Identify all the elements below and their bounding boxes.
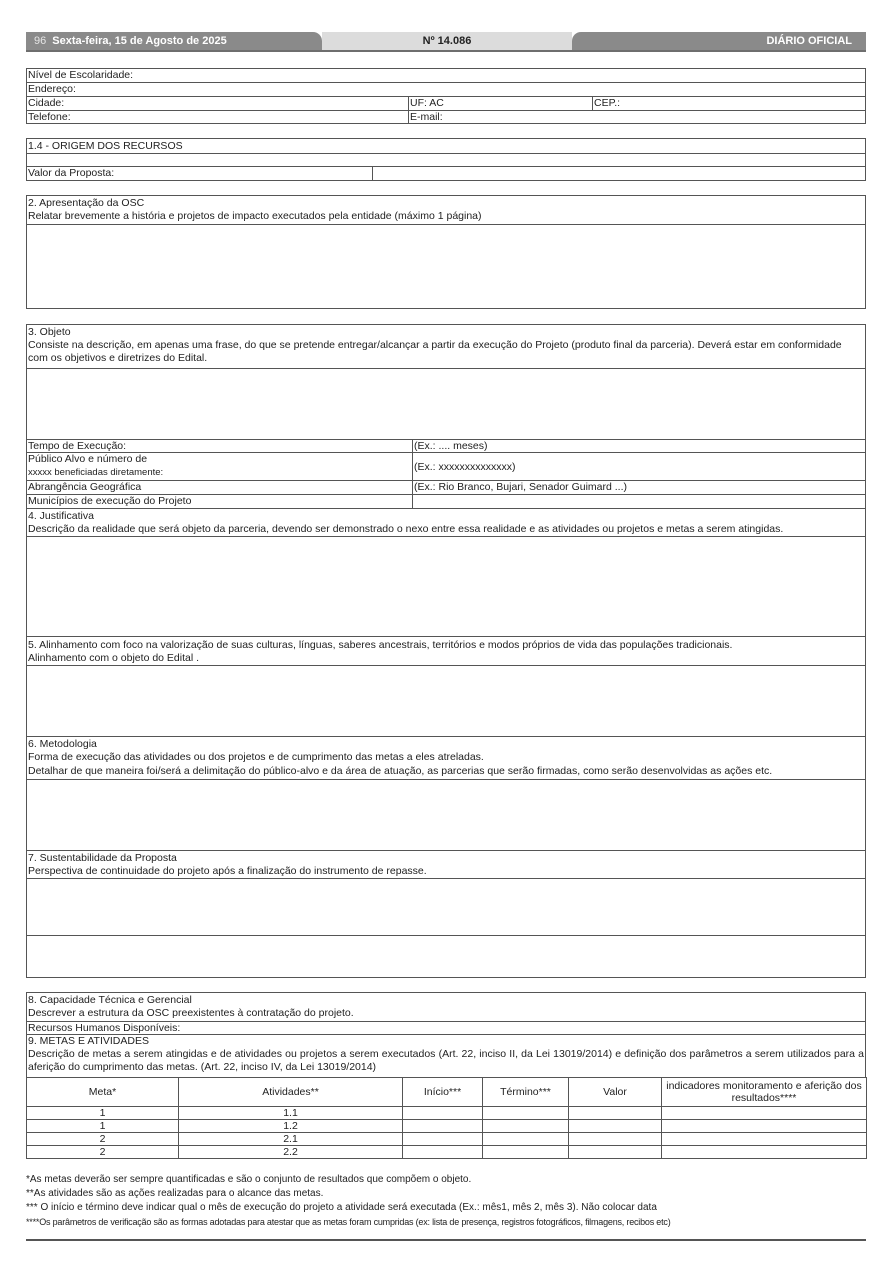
metodologia-header <box>27 736 865 779</box>
capacidade-section <box>26 992 866 1078</box>
col-meta: Meta* <box>27 1078 179 1107</box>
apresentacao-section <box>26 195 866 309</box>
telefone-field[interactable]: Telefone: <box>28 111 71 123</box>
valor-cell[interactable] <box>569 1133 662 1146</box>
escolaridade-field[interactable]: Nível de Escolaridade: <box>28 69 134 81</box>
capacidade-title: 8. Capacidade Técnica e Gerencial <box>28 994 192 1006</box>
table-row <box>27 1133 867 1146</box>
col-atividades: Atividades** <box>179 1078 403 1107</box>
table-row <box>27 1120 867 1133</box>
inicio-cell[interactable] <box>403 1133 483 1146</box>
rh-field[interactable]: Recursos Humanos Disponíveis: <box>28 1022 181 1034</box>
municipios-label: Municípios de execução do Projeto <box>28 495 192 507</box>
valor-label: Valor da Proposta: <box>28 167 115 179</box>
termino-cell[interactable] <box>483 1133 569 1146</box>
meta-cell[interactable]: 2 <box>27 1146 179 1159</box>
termino-cell[interactable] <box>483 1107 569 1120</box>
header-publication: DIÁRIO OFICIAL <box>572 32 866 50</box>
abrangencia-value[interactable]: (Ex.: Rio Branco, Bujari, Senador Guimard ...) <box>414 481 627 493</box>
capacidade-instruction: Descrever a estrutura da OSC preexistentes à contratação do projeto. <box>28 1007 354 1019</box>
valor-row <box>27 166 865 181</box>
justificativa-answer-area[interactable] <box>27 536 865 637</box>
rh-row <box>27 1021 865 1035</box>
header-date-block <box>26 32 322 50</box>
alinhamento-header <box>27 636 865 666</box>
sustentabilidade-header <box>27 850 865 879</box>
header-issue: Nº 14.086 <box>322 32 572 50</box>
footnote-metas: *As metas deverão ser sempre quantificadas e são o conjunto de resultados que compõem o objeto. <box>26 1174 472 1185</box>
sustentabilidade-answer-area-2[interactable] <box>27 935 865 977</box>
publico-alvo-value[interactable]: (Ex.: xxxxxxxxxxxxxx) <box>414 461 516 473</box>
origem-recursos-table <box>26 138 866 181</box>
indicadores-cell[interactable] <box>662 1120 867 1133</box>
justificativa-header <box>27 508 865 537</box>
identification-table <box>26 68 866 124</box>
valor-input[interactable] <box>373 167 865 181</box>
alinhamento-title: 5. Alinhamento com foco na valorização de suas culturas, línguas, saberes ancestrais, territórios e modos próprios de vida das populações tradicionais. <box>28 639 733 651</box>
tempo-execucao-label: Tempo de Execução: <box>28 440 127 452</box>
header-date: Sexta-feira, 15 de Agosto de 2025 <box>52 35 227 47</box>
objeto-section <box>26 324 866 978</box>
inicio-cell[interactable] <box>403 1120 483 1133</box>
alinhamento-answer-area[interactable] <box>27 665 865 737</box>
origem-title: 1.4 - ORIGEM DOS RECURSOS <box>28 140 183 152</box>
sustentabilidade-title: 7. Sustentabilidade da Proposta <box>28 852 177 864</box>
publico-alvo-label-line2: xxxxx beneficiadas diretamente: <box>28 467 164 478</box>
header-divider <box>26 50 866 52</box>
objeto-answer-area[interactable] <box>27 368 865 440</box>
col-valor: Valor <box>569 1078 662 1107</box>
col-inicio: Início*** <box>403 1078 483 1107</box>
origem-blank-row[interactable] <box>27 153 865 167</box>
table-row <box>27 1107 867 1120</box>
sustentabilidade-instruction: Perspectiva de continuidade do projeto após a finalização do instrumento de repasse. <box>28 865 427 877</box>
sustentabilidade-answer-area[interactable] <box>27 878 865 936</box>
origem-title-row <box>27 139 865 154</box>
email-field[interactable]: E-mail: <box>410 111 443 123</box>
municipios-value[interactable] <box>413 495 865 508</box>
municipios-row <box>27 494 865 508</box>
footnote-inicio-termino: *** O início e término deve indicar qual o mês de execução do projeto a atividade será executada (Ex.: mês1, mês 2, mês 3). Não colocar data <box>26 1202 657 1213</box>
metodologia-line1: Forma de execução das atividades ou dos projetos e de cumprimento das metas a eles atreladas. <box>28 751 484 763</box>
escolaridade-row <box>27 69 865 83</box>
metodologia-answer-area[interactable] <box>27 779 865 851</box>
justificativa-instruction: Descrição da realidade que será objeto da parceria, devendo ser demonstrado o nexo entre essa realidade e as atividades ou projetos e metas a serem atingidas. <box>28 523 784 535</box>
metas-table-header <box>27 1078 867 1107</box>
apresentacao-answer-area[interactable] <box>27 224 865 308</box>
telefone-row <box>27 110 865 124</box>
justificativa-title: 4. Justificativa <box>28 510 94 522</box>
termino-cell[interactable] <box>483 1120 569 1133</box>
tempo-execucao-row <box>27 439 865 453</box>
metas-instruction: Descrição de metas a serem atingidas e de atividades ou projetos a serem executados (Art. 22, inciso II, da Lei 13019/2014) e definição dos parâmetros a serem utilizados para a aferição do cumprimento das metas. (Art. 22, inciso IV, da Lei 13019/2014) <box>28 1048 864 1073</box>
col-indicadores: indicadores monitoramento e aferição dos resultados**** <box>662 1078 867 1107</box>
cep-field[interactable]: CEP.: <box>594 97 621 109</box>
col-termino: Término*** <box>483 1078 569 1107</box>
metas-title: 9. METAS E ATIVIDADES <box>28 1035 149 1047</box>
valor-cell[interactable] <box>569 1120 662 1133</box>
valor-cell[interactable] <box>569 1146 662 1159</box>
indicadores-cell[interactable] <box>662 1133 867 1146</box>
page-number: 96 <box>34 35 47 47</box>
indicadores-cell[interactable] <box>662 1146 867 1159</box>
objeto-instruction: Consiste na descrição, em apenas uma frase, do que se pretende entregar/alcançar a partir da execução do Projeto (produto final da parceria). Deverá estar em conformidade com os objetivos e diretrizes do Edital. <box>28 339 842 364</box>
atividade-cell[interactable]: 2.2 <box>179 1146 403 1159</box>
termino-cell[interactable] <box>483 1146 569 1159</box>
publico-alvo-row <box>27 452 865 481</box>
endereco-field[interactable]: Endereço: <box>28 83 76 95</box>
meta-cell[interactable]: 1 <box>27 1107 179 1120</box>
metas-header <box>27 1034 865 1077</box>
table-row <box>27 1146 867 1159</box>
objeto-title: 3. Objeto <box>28 326 71 338</box>
metodologia-title: 6. Metodologia <box>28 738 97 750</box>
atividade-cell[interactable]: 1.2 <box>179 1120 403 1133</box>
abrangencia-label: Abrangência Geográfica <box>28 481 142 493</box>
cidade-field[interactable]: Cidade: <box>28 97 65 109</box>
publico-alvo-label-line1: Público Alvo e número de <box>28 453 148 465</box>
metas-table <box>26 1077 867 1159</box>
page-header <box>26 32 866 50</box>
abrangencia-row <box>27 480 865 494</box>
publico-alvo-label <box>27 453 411 481</box>
atividade-cell[interactable]: 1.1 <box>179 1107 403 1120</box>
indicadores-cell[interactable] <box>662 1107 867 1120</box>
footnote-atividades: **As atividades são as ações realizadas para o alcance das metas. <box>26 1188 324 1199</box>
inicio-cell[interactable] <box>403 1107 483 1120</box>
footnotes <box>26 1173 866 1229</box>
footnote-parametros: ****Os parâmetros de verificação são as formas adotadas para atestar que as metas foram cumpridas (ex: lista de presença, registros fotográficos, filmagens, recibos etc) <box>26 1217 671 1227</box>
footer-divider <box>26 1239 866 1241</box>
uf-field[interactable]: UF: AC <box>410 97 444 109</box>
tempo-execucao-value[interactable]: (Ex.: .... meses) <box>414 440 488 452</box>
alinhamento-instruction: Alinhamento com o objeto do Edital . <box>28 652 200 664</box>
inicio-cell[interactable] <box>403 1146 483 1159</box>
meta-cell[interactable]: 1 <box>27 1120 179 1133</box>
meta-cell[interactable]: 2 <box>27 1133 179 1146</box>
apresentacao-title: 2. Apresentação da OSC <box>28 197 145 209</box>
atividade-cell[interactable]: 2.1 <box>179 1133 403 1146</box>
apresentacao-instruction: Relatar brevemente a história e projetos de impacto executados pela entidade (máximo 1 página) <box>28 210 482 222</box>
endereco-row <box>27 82 865 96</box>
valor-cell[interactable] <box>569 1107 662 1120</box>
metodologia-line2: Detalhar de que maneira foi/será a delimitação do público-alvo e da área de atuação, as parcerias que serão firmadas, como serão desenvolvidas as ações etc. <box>28 765 773 777</box>
cidade-row <box>27 96 865 110</box>
